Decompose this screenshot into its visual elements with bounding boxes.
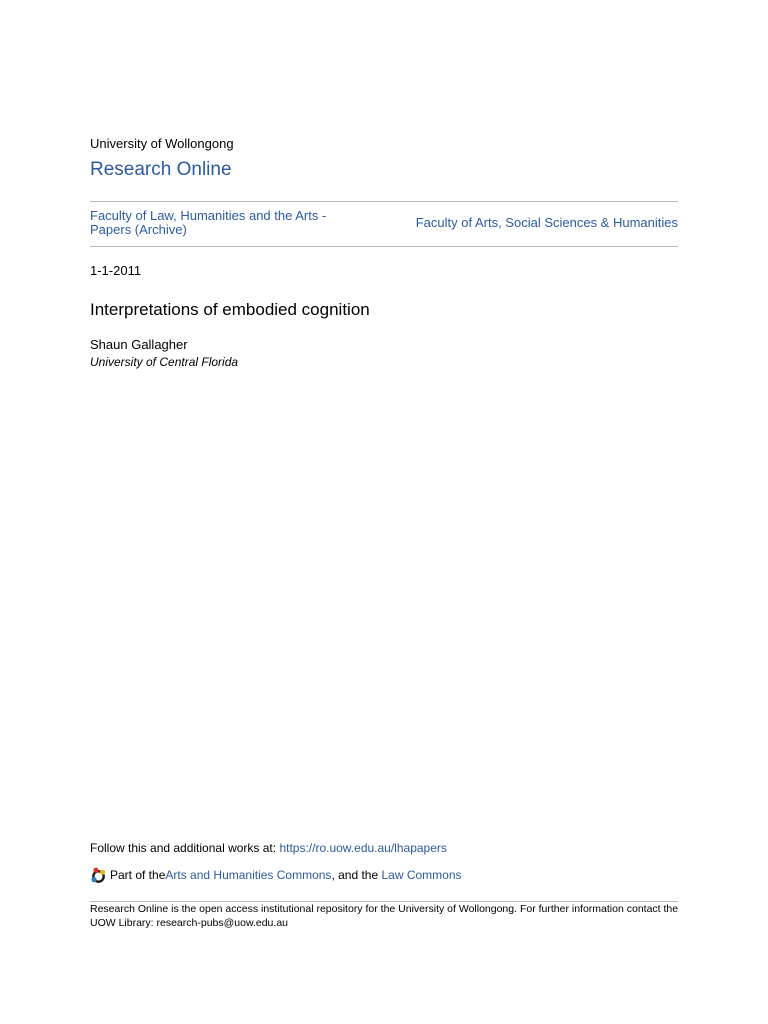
- article-title: Interpretations of embodied cognition: [90, 300, 370, 319]
- institution-name: University of Wollongong: [90, 136, 234, 151]
- divider-series: [90, 246, 678, 247]
- author-affiliation: University of Central Florida: [90, 355, 239, 369]
- part-of-line: [90, 866, 462, 884]
- series-link-arts-social-sciences[interactable]: Faculty of Arts, Social Sciences & Humanities: [415, 215, 678, 230]
- follow-url-link[interactable]: https://ro.uow.edu.au/lhapapers: [279, 841, 447, 855]
- network-icon: [90, 867, 107, 884]
- partof-prefix: Part of the: [110, 868, 166, 882]
- partof-middle: , and the: [331, 868, 382, 882]
- series-link-law-humanities[interactable]: Faculty of Law, Humanities and the Arts - Papers (Archive): [90, 208, 327, 237]
- divider-top: [90, 201, 678, 202]
- follow-line: [90, 841, 447, 856]
- publication-date: 1-1-2011: [90, 263, 142, 278]
- arts-humanities-commons-link[interactable]: Arts and Humanities Commons: [165, 868, 332, 882]
- author-name: Shaun Gallagher: [90, 337, 188, 352]
- footer-notice: Research Online is the open access institutional repository for the University of Wollongong. For further information contact the UOW Library: research-pubs@uow.edu.au: [90, 903, 679, 929]
- cover-page: [90, 0, 678, 1024]
- repository-name-link[interactable]: Research Online: [90, 159, 232, 180]
- follow-prefix: Follow this and additional works at:: [90, 841, 280, 855]
- law-commons-link[interactable]: Law Commons: [381, 868, 462, 882]
